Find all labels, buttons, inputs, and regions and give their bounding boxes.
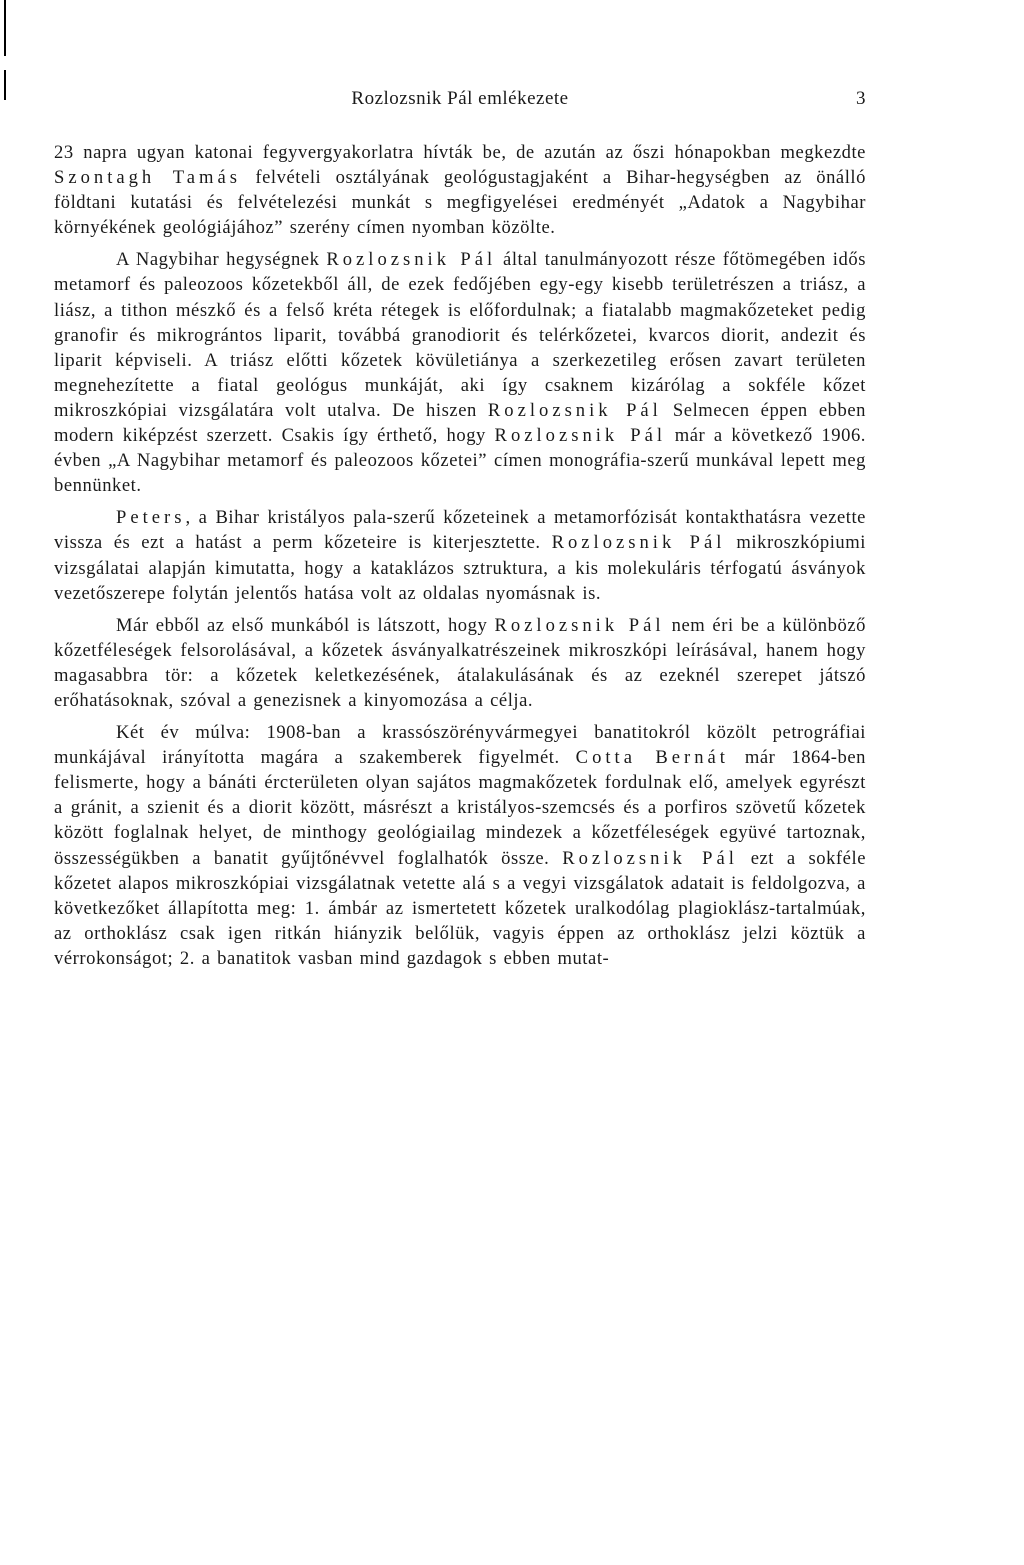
paragraph — [54, 720, 866, 971]
text-run: ezt a sokféle kőzetet alapos mikroszkópiai vizsgálatnak vetette alá s a vegyi vizsgálatok adatait is feldolgozva, a következőket állapította meg: 1. ámbár az ismertetett kőzetek uralkodólag plagioklász-tartalmúak, az orthoklász csak igen ritkán hiányzik belőlük, vagyis éppen az orthoklász jelzi köztük a vérrokonságot; 2. a banatitok vasban mind gazdagok s ebben mutat- — [54, 847, 866, 969]
paragraph — [54, 613, 866, 713]
spaced-name: Rozlozsnik Pál — [494, 425, 667, 447]
text-run: Két év múlva: 1908-ban a krassószörényvármegyei banatitokról közölt petrográfiai munkájával irányította magára a szakemberek figyelmét. — [54, 722, 866, 769]
text-run: már a következő 1906. évben „A Nagybihar metamorf és paleozoos kőzetei” címen monográfia-szerű munkával lepett meg bennünket. — [54, 425, 866, 497]
spaced-name: Rozlozsnik Pál — [494, 614, 665, 636]
spaced-name: Rozlozsnik Pál — [562, 847, 738, 869]
spaced-name: Rozlozsnik Pál — [487, 399, 662, 421]
paragraph — [54, 140, 866, 240]
text-run: A Nagybihar hegységnek — [116, 249, 327, 271]
text-run: , a Bihar kristályos pala-szerű kőzeteinek a metamorfózisát kontakthatásra vezette vissza és ezt a hatást a perm kőzeteire is kiterjesztette. — [54, 507, 866, 554]
text-run: nem éri be a különböző kőzetféleségek felsorolásával, a kőzetek ásványalkatrészeinek mikroszkópi leírásával, hanem hogy magasabbra tör: a kőzetek keletkezésének, átalakulásának és az ezeknél szerepet játszó erőhatásoknak, szóval a genezisnek a kinyomozása a célja. — [54, 614, 866, 711]
text-run: felvételi osztályának geológustagjaként a Bihar-hegységben az önálló földtani kutatási és felvételezési munkát s megfigyelései eredményét „Adatok a Nagybihar környékének geológiájához” szerény címen nyomban közölte. — [54, 167, 866, 239]
spaced-name: Cotta Bernát — [575, 747, 729, 769]
page-number: 3 — [856, 88, 866, 109]
scan-edge-mark — [4, 0, 6, 56]
spaced-name: Szontagh Tamás — [54, 167, 241, 189]
text-run: Selmecen éppen ebben modern kiképzést szerzett. Csakis így érthető, hogy — [54, 399, 866, 447]
scan-edge-mark — [4, 70, 6, 100]
spaced-name: Rozlozsnik Pál — [326, 249, 497, 271]
paragraph — [54, 505, 866, 605]
spaced-name: Peters — [116, 507, 186, 529]
running-title: Rozlozsnik Pál emlékezete — [351, 88, 569, 109]
text-run: által tanulmányozott része főtömegében idős metamorf és paleozoos kőzetekből áll, de ezek fedőjében egy-egy kisebb területrészen a triász, a liász, a tithon mészkő és a felső kréta rétegek is előfordulnak; a fiatalabb magmakőzeteket pedig granofir és mikrográntos liparit, továbbá granodiorit és telérkőzetei, kvarcos diorit, andezit és liparit képviseli. A triász előtti kőzetek kövületiánya a szerkezetileg erősen zavart területen megnehezítette a fiatal geológus munkáját, aki így csaknem kizárólag a sokféle kőzet mikroszkópiai vizsgálatára volt utalva. De hiszen — [54, 249, 866, 421]
paragraph — [54, 247, 866, 498]
spaced-name: Rozlozsnik Pál — [551, 532, 726, 554]
text-run: 23 napra ugyan katonai fegyvergyakorlatra hívták be, de azután az őszi hónapokban megkezdte — [54, 142, 866, 163]
running-header — [54, 88, 866, 118]
body-text — [54, 140, 866, 978]
text-run: már 1864-ben felismerte, hogy a bánáti ércterületen olyan sajátos magmakőzetek fordulnak elő, amelyek egyrészt a gránit, a szienit és a diorit között, másrészt a kristályos-szemcsés és a porfiros szövetű kőzetek között foglalnak helyet, de minthogy geológiailag mindezek a kőzetféleségek együvé tartoznak, összességükben a banatit gyűjtőnévvel foglalhatók össze. — [54, 747, 866, 869]
text-run: mikroszkópiumi vizsgálatai alapján kimutatta, hogy a kataklázos sztruktura, a kis molekuláris térfogatú ásványok vezetőszerepe folytán jelentős hatása volt az oldalas nyomásnak is. — [54, 532, 866, 604]
text-run: Már ebből az első munkából is látszott, hogy — [116, 614, 495, 636]
